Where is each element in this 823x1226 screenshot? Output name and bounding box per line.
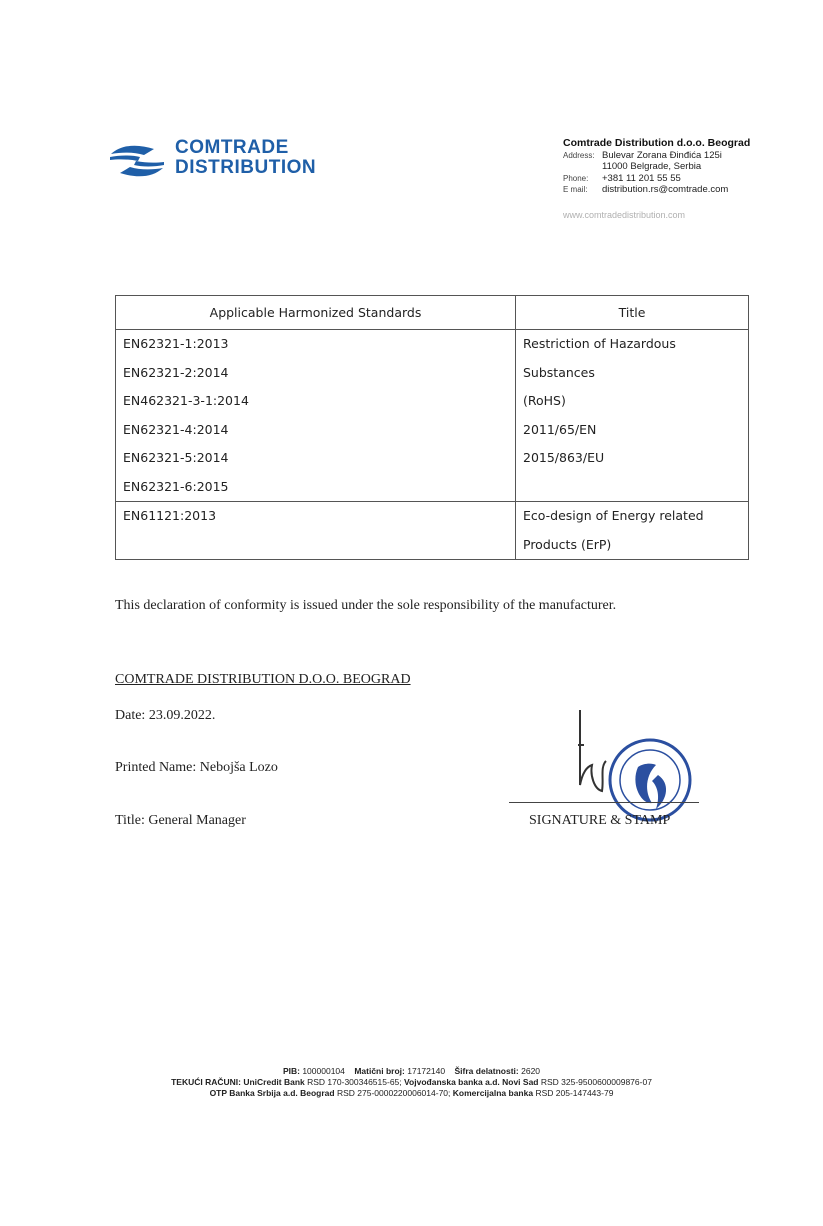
standard-item: EN62321-1:2013: [123, 336, 229, 351]
standard-item: EN462321-3-1:2014: [123, 393, 249, 408]
company-logo: [108, 138, 328, 188]
mb-value: 17172140: [407, 1066, 446, 1076]
sd-value: 2620: [521, 1066, 541, 1076]
logo-line-2: DISTRIBUTION: [175, 157, 317, 178]
printed-name: Printed Name: Nebojša Lozo: [115, 760, 278, 775]
title-line: Products (ErP): [523, 536, 612, 552]
account-4: RSD 205-147443-79: [535, 1088, 614, 1098]
table-row: [116, 330, 749, 502]
address-line-1: Bulevar Zorana Đinđića 125i: [602, 149, 722, 161]
title-cell: [516, 330, 749, 502]
bank-1: UniCredit Bank: [243, 1077, 305, 1087]
title-line: 2015/863/EU: [523, 450, 605, 465]
comtrade-logo-icon: [108, 140, 166, 184]
title-line: Restriction of Hazardous: [523, 336, 676, 351]
title-cell: [516, 502, 749, 560]
accounts-label: TEKUĆI RAČUNI:: [171, 1077, 241, 1087]
pib-value: 100000104: [302, 1066, 345, 1076]
table-row: [116, 502, 749, 560]
job-title: Title: General Manager: [115, 813, 246, 828]
sd-label: Šifra delatnosti:: [454, 1066, 519, 1076]
standards-header: Applicable Harmonized Standards: [116, 296, 516, 330]
standards-table: [115, 295, 749, 560]
company-contact: [563, 138, 750, 221]
title-header: Title: [516, 296, 749, 330]
account-1: RSD 170-300346515-65;: [307, 1077, 402, 1087]
title-line: Eco-design of Energy related: [523, 508, 704, 523]
footer: [0, 1066, 823, 1099]
title-line: 2011/65/EN: [523, 421, 597, 437]
standard-item: EN62321-5:2014: [123, 450, 229, 465]
standard-item: EN62321-2:2014: [123, 364, 229, 380]
standard-item: EN62321-6:2015: [123, 478, 229, 494]
standard-item: EN62321-4:2014: [123, 421, 229, 437]
signature-label: SIGNATURE & STAMP: [529, 813, 671, 828]
company-stamp-icon: [560, 705, 720, 825]
date: Date: 23.09.2022.: [115, 708, 216, 723]
email: distribution.rs@comtrade.com: [602, 184, 729, 195]
mb-label: Matični broj:: [354, 1066, 405, 1076]
standards-cell: [116, 330, 516, 502]
email-label: E mail:: [563, 185, 588, 194]
account-2: RSD 325-9500600009876-07: [540, 1077, 652, 1087]
phone-label: Phone:: [563, 173, 589, 183]
phone: +381 11 201 55 55: [602, 172, 681, 184]
title-line: (RoHS): [523, 393, 566, 408]
bank-4: Komercijalna banka: [452, 1088, 534, 1098]
standards-cell: [116, 502, 516, 560]
logo-line-1: COMTRADE: [175, 137, 289, 158]
company-name: Comtrade Distribution d.o.o. Beograd: [563, 137, 751, 149]
bank-3: OTP Banka Srbija a.d. Beograd: [209, 1088, 335, 1098]
address-line-2: 11000 Belgrade, Serbia: [602, 161, 702, 172]
bank-2: Vojvođanska banka a.d. Novi Sad: [404, 1077, 539, 1087]
account-3: RSD 275-0000220006014-70;: [336, 1088, 451, 1098]
declaration-text: This declaration of conformity is issued under the sole responsibility of the manufacturer.: [115, 598, 617, 613]
standard-item: EN61121:2013: [123, 508, 217, 523]
address-label: Address:: [563, 150, 595, 160]
website: www.comtradedistribution.com: [563, 209, 686, 220]
handwritten-signature-icon: [578, 710, 606, 791]
signatory-company: COMTRADE DISTRIBUTION D.O.O. BEOGRAD: [115, 672, 411, 687]
title-line: Substances: [523, 364, 595, 380]
pib-label: PIB:: [282, 1066, 300, 1076]
signature-line: [509, 802, 699, 803]
